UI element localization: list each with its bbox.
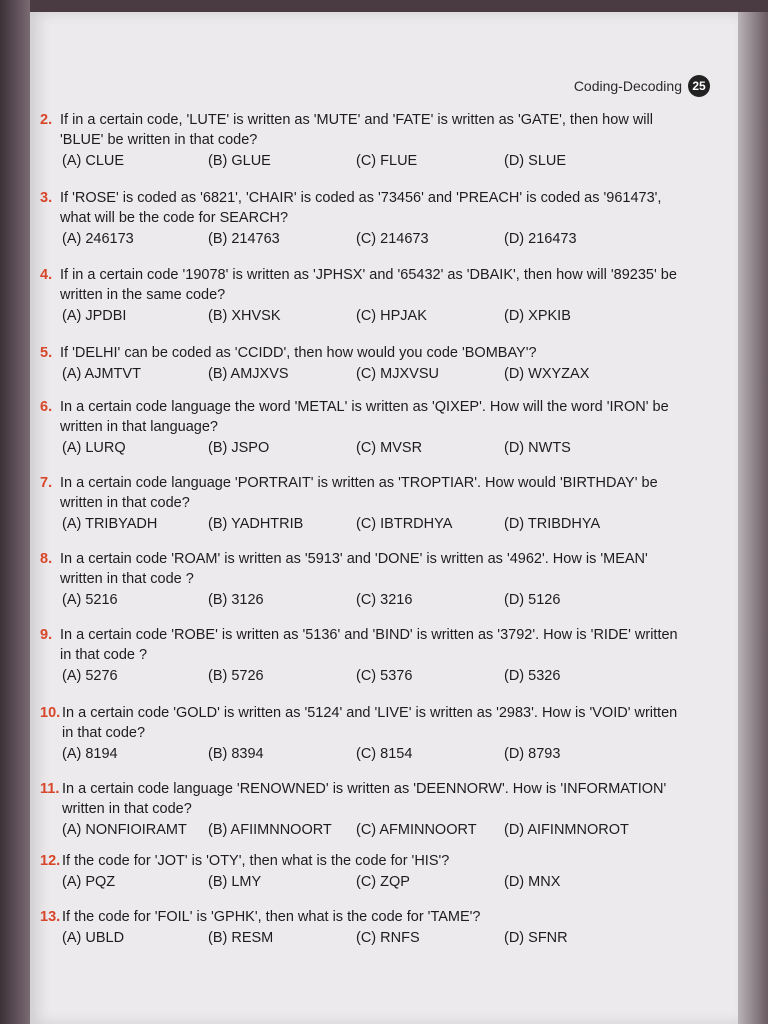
page-number-badge: 25: [688, 75, 710, 97]
question-item: [40, 188, 680, 249]
question-stem: [40, 703, 680, 743]
answer-option: (C) 3216: [356, 592, 413, 608]
question-number: 10.: [40, 705, 61, 721]
question-stem: [40, 907, 680, 927]
answer-option: (A) 5276: [62, 668, 118, 684]
answer-option: (C) 5376: [356, 668, 413, 684]
answer-option: (C) HPJAK: [356, 308, 427, 324]
question-item: [40, 549, 680, 610]
question-number: 4.: [40, 267, 53, 283]
question-item: [40, 473, 680, 534]
question-text: If in a certain code '19078' is written as 'JPHSX' and '65432' as 'DBAIK', then how will '89235' be written in the same code?: [60, 267, 677, 303]
question-stem: [40, 265, 680, 305]
answer-options: [40, 744, 680, 764]
question-number: 7.: [40, 475, 53, 491]
answer-options: [40, 229, 680, 249]
question-item: [40, 779, 680, 840]
question-item: [40, 907, 680, 948]
chapter-title: Coding-Decoding: [573, 78, 682, 94]
answer-option: (B) JSPO: [208, 440, 270, 456]
answer-option: (C) IBTRDHYA: [356, 516, 453, 532]
answer-option: (B) 8394: [208, 746, 264, 762]
answer-option: (A) 8194: [62, 746, 118, 762]
answer-option: (D) SFNR: [504, 930, 568, 946]
answer-option: (B) YADHTRIB: [208, 516, 304, 532]
answer-options: [40, 306, 680, 326]
answer-option: (B) 5726: [208, 668, 264, 684]
answer-option: (D) SLUE: [504, 153, 567, 169]
answer-options: [40, 666, 680, 686]
answer-option: (C) MJXVSU: [356, 366, 439, 382]
question-text: In a certain code 'ROBE' is written as '5136' and 'BIND' is written as '3792'. How is 'RIDE' written in that code ?: [60, 627, 678, 663]
question-number: 2.: [40, 112, 53, 128]
answer-option: (C) RNFS: [356, 930, 420, 946]
answer-option: (B) AMJXVS: [208, 366, 289, 382]
answer-option: (A) 5216: [62, 592, 118, 608]
question-number: 13.: [40, 909, 61, 925]
question-text: In a certain code 'ROAM' is written as '5913' and 'DONE' is written as '4962'. How is 'MEAN' written in that code ?: [60, 551, 648, 587]
question-stem: [40, 779, 680, 819]
question-number: 5.: [40, 345, 53, 361]
question-number: 3.: [40, 190, 53, 206]
answer-option: (A) AJMTVT: [62, 366, 141, 382]
question-number: 9.: [40, 627, 53, 643]
answer-option: (D) 216473: [504, 231, 577, 247]
question-item: [40, 397, 680, 458]
answer-option: (D) 8793: [504, 746, 561, 762]
question-number: 6.: [40, 399, 53, 415]
question-stem: [40, 397, 680, 437]
page-edge: [738, 12, 768, 1024]
question-stem: [40, 549, 680, 589]
answer-options: [40, 514, 680, 534]
answer-option: (B) 214763: [208, 231, 280, 247]
question-stem: [40, 625, 680, 665]
answer-option: (A) TRIBYADH: [62, 516, 158, 532]
answer-option: (D) 5326: [504, 668, 561, 684]
answer-option: (B) RESM: [208, 930, 274, 946]
answer-options: [40, 364, 680, 384]
answer-option: (A) CLUE: [62, 153, 125, 169]
answer-option: (D) AIFINMNOROT: [504, 822, 629, 838]
answer-option: (B) GLUE: [208, 153, 271, 169]
answer-option: (C) 214673: [356, 231, 429, 247]
question-number: 8.: [40, 551, 53, 567]
answer-option: (B) 3126: [208, 592, 264, 608]
question-stem: [40, 188, 680, 228]
question-stem: [40, 110, 680, 150]
answer-option: (B) XHVSK: [208, 308, 281, 324]
answer-options: [40, 151, 680, 171]
book-spine: [0, 0, 30, 1024]
answer-option: (D) TRIBDHYA: [504, 516, 601, 532]
answer-option: (D) 5126: [504, 592, 561, 608]
answer-option: (D) WXYZAX: [504, 366, 590, 382]
answer-option: (C) AFMINNOORT: [356, 822, 477, 838]
answer-option: (A) 246173: [62, 231, 134, 247]
answer-option: (C) MVSR: [356, 440, 423, 456]
question-text: In a certain code language 'PORTRAIT' is written as 'TROPTIAR'. How would 'BIRTHDAY' be written in that code?: [60, 475, 658, 511]
question-item: [40, 703, 680, 764]
answer-option: (C) ZQP: [356, 874, 410, 890]
answer-option: (C) 8154: [356, 746, 413, 762]
question-text: If in a certain code, 'LUTE' is written as 'MUTE' and 'FATE' is written as 'GATE', then how will 'BLUE' be written in that code?: [60, 112, 653, 148]
answer-option: (A) PQZ: [62, 874, 116, 890]
question-item: [40, 265, 680, 326]
answer-option: (A) UBLD: [62, 930, 125, 946]
answer-option: (A) NONFIOIRAMT: [62, 822, 187, 838]
question-number: 11.: [40, 781, 60, 797]
answer-options: [40, 872, 680, 892]
answer-options: [40, 590, 680, 610]
question-item: [40, 625, 680, 686]
answer-option: (D) XPKIB: [504, 308, 571, 324]
answer-options: [40, 438, 680, 458]
question-number: 12.: [40, 853, 61, 869]
background-top: [30, 0, 768, 12]
answer-option: (A) LURQ: [62, 440, 126, 456]
question-stem: [40, 473, 680, 513]
answer-option: (D) MNX: [504, 874, 561, 890]
question-text: If 'DELHI' can be coded as 'CCIDD', then how would you code 'BOMBAY'?: [60, 345, 537, 361]
question-item: [40, 851, 680, 892]
answer-option: (B) AFIIMNNOORT: [208, 822, 332, 838]
answer-option: (C) FLUE: [356, 153, 418, 169]
answer-option: (A) JPDBI: [62, 308, 127, 324]
question-text: In a certain code language 'RENOWNED' is written as 'DEENNORW'. How is 'INFORMATION' written in that code?: [62, 781, 667, 817]
question-stem: [40, 343, 680, 363]
answer-options: [40, 820, 680, 840]
question-text: If 'ROSE' is coded as '6821', 'CHAIR' is coded as '73456' and 'PREACH' is coded as '961473', what will be the code for SEARCH?: [60, 190, 662, 226]
answer-option: (B) LMY: [208, 874, 262, 890]
answer-option: (D) NWTS: [504, 440, 571, 456]
question-stem: [40, 851, 680, 871]
question-text: If the code for 'FOIL' is 'GPHK', then what is the code for 'TAME'?: [62, 909, 481, 925]
question-text: In a certain code 'GOLD' is written as '5124' and 'LIVE' is written as '2983'. How is 'VOID' written in that code?: [62, 705, 678, 741]
answer-options: [40, 928, 680, 948]
question-text: If the code for 'JOT' is 'OTY', then what is the code for 'HIS'?: [62, 853, 450, 869]
question-text: In a certain code language the word 'METAL' is written as 'QIXEP'. How will the word 'IRON' be written in that language?: [60, 399, 669, 435]
question-item: [40, 343, 680, 384]
question-item: [40, 110, 680, 171]
page-header: [574, 75, 710, 97]
